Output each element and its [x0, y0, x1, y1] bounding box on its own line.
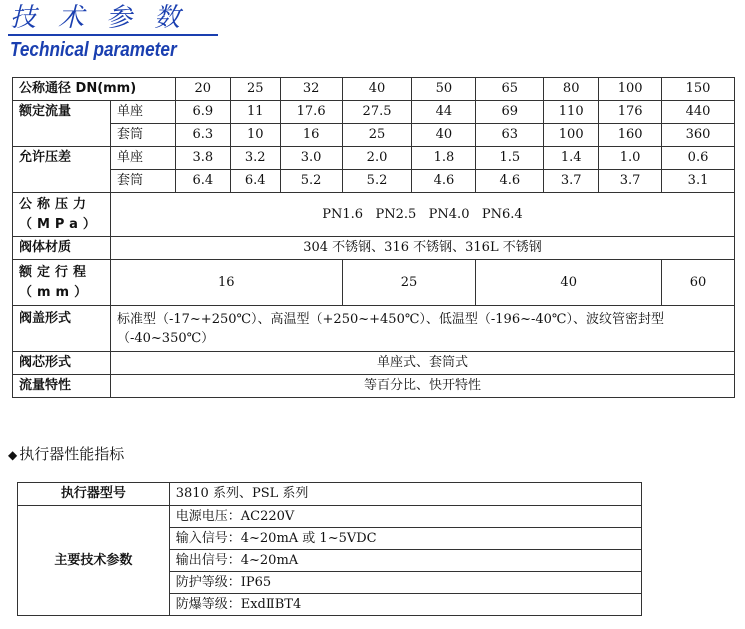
flow-value: 6.3	[175, 124, 230, 147]
bonnet-value: 标准型（-17~+250℃）、高温型（+250~+450℃）、低温型（-196~-40℃）、波纹管密封型（-40~350℃）	[110, 306, 734, 352]
core-label: 阀芯形式	[13, 352, 111, 375]
pressure-diff-value: 5.2	[342, 170, 412, 193]
table-row	[13, 124, 735, 147]
dn-label: 公称通径 DN(mm)	[13, 78, 176, 101]
pressure-diff-value: 3.7	[544, 170, 599, 193]
dn-value: 80	[544, 78, 599, 101]
flow-char-label: 流量特性	[13, 375, 111, 398]
title-chinese: 技术参数	[10, 3, 203, 33]
pressure-diff-type: 单座	[110, 147, 175, 170]
flow-value: 10	[230, 124, 280, 147]
stroke-value: 16	[110, 260, 342, 306]
stroke-value: 40	[476, 260, 662, 306]
flow-type: 单座	[110, 101, 175, 124]
material-label: 阀体材质	[13, 237, 111, 260]
pressure-label-line2: （MPa）	[19, 216, 101, 232]
flow-value: 100	[544, 124, 599, 147]
pressure-diff-value: 1.0	[599, 147, 662, 170]
flow-label: 额定流量	[13, 101, 111, 147]
table-row	[18, 506, 642, 528]
pressure-label	[13, 193, 111, 237]
actuator-model-value: 3810 系列、PSL 系列	[169, 483, 641, 506]
flow-value: 25	[342, 124, 412, 147]
dn-value: 32	[280, 78, 342, 101]
bonnet-label: 阀盖形式	[13, 306, 111, 352]
title-underline	[8, 34, 218, 36]
flow-char-value: 等百分比、快开特性	[110, 375, 734, 398]
title-english: Technical parameter	[10, 39, 177, 61]
actuator-param: 输入信号：4~20mA 或 1~5VDC	[169, 528, 641, 550]
table-row	[13, 306, 735, 352]
pressure-diff-value: 1.4	[544, 147, 599, 170]
flow-value: 440	[662, 101, 735, 124]
pressure-diff-value: 3.7	[599, 170, 662, 193]
flow-value: 6.9	[175, 101, 230, 124]
actuator-params-label: 主要技术参数	[18, 506, 170, 616]
actuator-param: 输出信号：4~20mA	[169, 550, 641, 572]
table-row	[13, 352, 735, 375]
actuator-param: 电源电压：AC220V	[169, 506, 641, 528]
flow-value: 63	[476, 124, 544, 147]
pressure-diff-value: 2.0	[342, 147, 412, 170]
pressure-diff-value: 0.6	[662, 147, 735, 170]
dn-value: 25	[230, 78, 280, 101]
pressure-diff-value: 3.2	[230, 147, 280, 170]
actuator-section-title: 执行器性能指标	[19, 445, 125, 463]
actuator-param: 防护等级：IP65	[169, 572, 641, 594]
dn-value: 50	[412, 78, 476, 101]
pressure-diff-value: 4.6	[412, 170, 476, 193]
flow-value: 110	[544, 101, 599, 124]
dn-value: 100	[599, 78, 662, 101]
flow-value: 160	[599, 124, 662, 147]
pressure-diff-value: 1.8	[412, 147, 476, 170]
table-row	[13, 193, 735, 237]
flow-type: 套筒	[110, 124, 175, 147]
material-value: 304 不锈钢、316 不锈钢、316L 不锈钢	[110, 237, 734, 260]
table-row	[13, 375, 735, 398]
actuator-section-heading	[8, 443, 124, 464]
actuator-param: 防爆等级：ExdⅡBT4	[169, 594, 641, 616]
dn-value: 65	[476, 78, 544, 101]
technical-parameter-table	[12, 77, 735, 398]
stroke-label-line1: 额定行程	[19, 264, 92, 280]
pressure-diff-value: 3.0	[280, 147, 342, 170]
flow-value: 27.5	[342, 101, 412, 124]
pressure-diff-value: 3.8	[175, 147, 230, 170]
flow-value: 44	[412, 101, 476, 124]
table-row	[18, 483, 642, 506]
pressure-diff-value: 5.2	[280, 170, 342, 193]
pressure-diff-type: 套筒	[110, 170, 175, 193]
pressure-diff-value: 4.6	[476, 170, 544, 193]
pressure-diff-value: 3.1	[662, 170, 735, 193]
actuator-model-label: 执行器型号	[18, 483, 170, 506]
actuator-table	[17, 482, 642, 616]
core-value: 单座式、套筒式	[110, 352, 734, 375]
dn-value: 20	[175, 78, 230, 101]
stroke-value: 60	[662, 260, 735, 306]
pressure-diff-value: 6.4	[230, 170, 280, 193]
pressure-diff-label: 允许压差	[13, 147, 111, 193]
dn-value: 40	[342, 78, 412, 101]
table-row	[13, 170, 735, 193]
stroke-value: 25	[342, 260, 476, 306]
flow-value: 69	[476, 101, 544, 124]
pressure-diff-value: 1.5	[476, 147, 544, 170]
flow-value: 176	[599, 101, 662, 124]
pressure-value: PN1.6 PN2.5 PN4.0 PN6.4	[110, 193, 734, 237]
pressure-diff-value: 6.4	[175, 170, 230, 193]
flow-value: 16	[280, 124, 342, 147]
flow-value: 11	[230, 101, 280, 124]
flow-value: 17.6	[280, 101, 342, 124]
flow-value: 40	[412, 124, 476, 147]
diamond-icon: ◆	[8, 448, 18, 462]
table-row	[13, 237, 735, 260]
dn-value: 150	[662, 78, 735, 101]
table-row	[13, 260, 735, 306]
pressure-label-line1: 公称压力	[19, 196, 92, 212]
table-row	[13, 101, 735, 124]
table-row	[13, 78, 735, 101]
flow-value: 360	[662, 124, 735, 147]
stroke-label	[13, 260, 111, 306]
table-row	[13, 147, 735, 170]
stroke-label-line2: （mm）	[19, 284, 93, 300]
